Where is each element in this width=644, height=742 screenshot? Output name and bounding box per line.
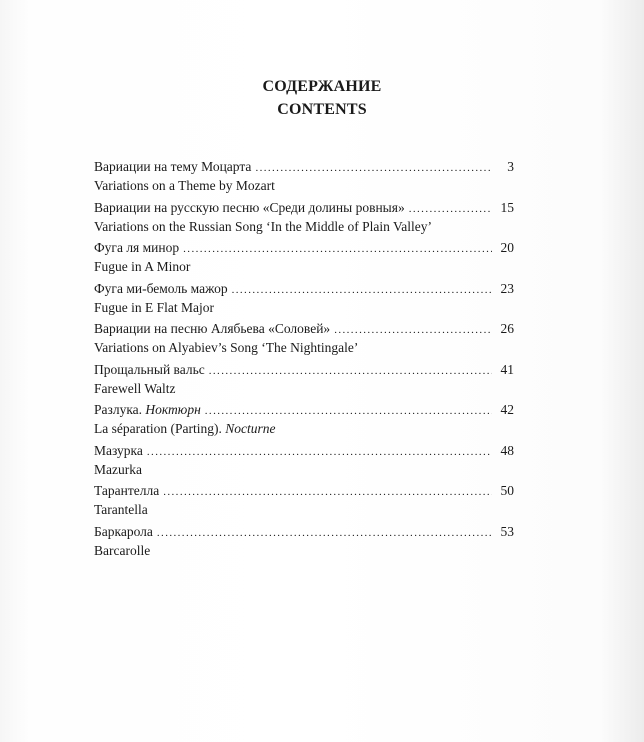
page-number: 50	[500, 483, 514, 498]
page-number: 23	[500, 280, 514, 296]
dot-leader	[409, 200, 492, 218]
page-number: 26	[500, 321, 514, 336]
page-number: 41	[500, 361, 514, 377]
entry-title-ru: Тарантелла	[94, 483, 160, 498]
entry-title-ru: Прощальный вальс	[94, 361, 205, 377]
dot-leader	[334, 321, 492, 339]
entry-title-en: Variations on a Theme by Mozart	[94, 178, 275, 193]
page-number: 15	[500, 199, 514, 215]
entry-title-en: Barcarolle	[94, 542, 151, 558]
entry-title-en-plain: La séparation (Parting).	[94, 421, 222, 436]
toc-entry[interactable]	[94, 361, 514, 402]
toc-entry[interactable]	[94, 523, 514, 564]
dot-leader	[163, 483, 492, 501]
entry-title-ru: Вариации на тему Моцарта	[94, 159, 252, 174]
entry-title-en: Farewell Waltz	[94, 380, 176, 396]
page-number: 3	[507, 159, 514, 174]
table-of-contents	[94, 158, 514, 563]
dot-leader	[209, 362, 492, 380]
page-number: 42	[500, 402, 514, 417]
entry-title-en: Variations on Alyabiev’s Song ‘The Nightingale’	[94, 340, 359, 355]
entry-title-en: Fugue in E Flat Major	[94, 299, 214, 315]
toc-entry[interactable]	[94, 158, 514, 199]
toc-entry[interactable]	[94, 239, 514, 280]
toc-entry[interactable]	[94, 442, 514, 483]
entry-title-ru: Баркарола	[94, 523, 153, 539]
toc-entry[interactable]	[94, 280, 514, 321]
entry-title-en: Tarantella	[94, 502, 148, 517]
entry-title-ru-italic: Ноктюрн	[145, 402, 201, 417]
entry-title-en-italic: Nocturne	[225, 421, 276, 436]
entry-title-ru: Вариации на песню Алябьева «Соловей»	[94, 321, 331, 336]
toc-entry[interactable]	[94, 482, 514, 523]
entry-title-ru-plain: Разлука.	[94, 402, 143, 417]
entry-title-ru: Фуга ми-бемоль мажор	[94, 280, 228, 296]
entry-title-en	[94, 420, 514, 438]
dot-leader	[147, 443, 492, 461]
toc-entry[interactable]	[94, 320, 514, 361]
entry-title-ru: Вариации на русскую песню «Среди долины ровныя»	[94, 199, 405, 215]
dot-leader	[205, 402, 492, 420]
entry-title-ru: Фуга ля минор	[94, 240, 180, 255]
page-number: 48	[500, 442, 514, 458]
entry-title-ru	[94, 401, 201, 419]
toc-entry[interactable]	[94, 401, 514, 442]
dot-leader	[232, 281, 492, 299]
dot-leader	[255, 159, 492, 177]
dot-leader	[183, 240, 492, 258]
dot-leader	[157, 524, 492, 542]
entry-title-ru: Мазурка	[94, 442, 143, 458]
entry-title-en: Variations on the Russian Song ‘In the Middle of Plain Valley’	[94, 218, 432, 234]
entry-title-en: Fugue in A Minor	[94, 259, 191, 274]
page-number: 20	[500, 240, 514, 255]
page-number: 53	[500, 523, 514, 539]
heading-russian: СОДЕРЖАНИЕ	[262, 78, 382, 95]
toc-entry[interactable]	[94, 199, 514, 240]
entry-title-en: Mazurka	[94, 461, 142, 477]
heading-english: CONTENTS	[277, 101, 367, 118]
